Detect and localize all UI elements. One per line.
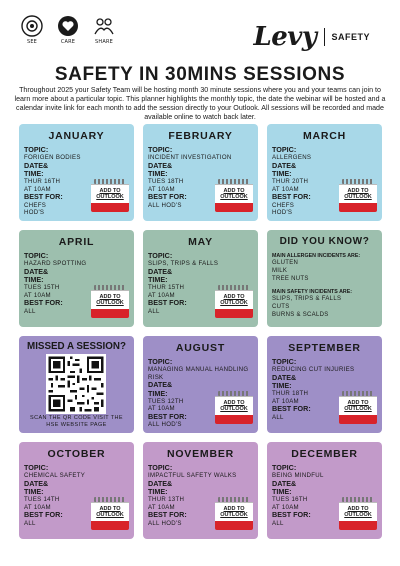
date-label: DATE&	[148, 266, 173, 276]
topic-label: TOPIC:	[272, 357, 297, 366]
date-label: DATE&	[24, 160, 49, 170]
safety-title: MAIN SAFETY INCIDENTS ARE:	[272, 289, 353, 295]
best-for-value: ALL	[272, 519, 284, 527]
best-for-label: BEST FOR:	[148, 298, 187, 308]
time-value: AT 10AM	[272, 185, 299, 193]
best-for-label: BEST FOR:	[24, 192, 63, 202]
month-card-december	[267, 442, 382, 539]
care-item	[54, 14, 82, 45]
time-label: TIME:	[148, 487, 168, 496]
calendar-base	[215, 309, 253, 318]
time-value: AT 10AM	[148, 405, 175, 413]
date-value: TUES 16TH	[272, 496, 308, 504]
time-label: TIME:	[148, 275, 168, 284]
month-card-january	[19, 124, 134, 221]
calendar-icon	[91, 502, 129, 521]
calendar-base	[91, 521, 129, 530]
date-value: THUR 15TH	[148, 284, 185, 292]
calendar-base	[215, 203, 253, 212]
time-value: AT 10AM	[148, 503, 175, 511]
department-name: SAFETY	[331, 32, 370, 42]
month-name: FEBRUARY	[168, 130, 233, 142]
safety-item: CUTS	[272, 304, 290, 310]
eye-icon	[20, 14, 44, 38]
month-name: DECEMBER	[291, 448, 358, 460]
best-for-label: BEST FOR:	[148, 192, 187, 202]
time-value: AT 10AM	[148, 291, 175, 299]
values-icons	[18, 14, 118, 45]
add-to-outlook-button[interactable]	[91, 285, 129, 319]
topic-label: TOPIC:	[24, 463, 49, 472]
add-to-outlook-button[interactable]	[215, 497, 253, 531]
date-value: TUES 12TH	[148, 397, 184, 405]
calendar-base	[339, 521, 377, 530]
best-for-label: BEST FOR:	[272, 510, 311, 520]
best-for-label: BEST FOR:	[24, 510, 63, 520]
time-label: TIME:	[24, 169, 44, 178]
qr-caption: SCAN THE QR CODE VISIT THE HSE WEBSITE PAGE	[30, 415, 123, 428]
add-to-outlook-label: ADD TO OUTLOOK	[96, 505, 124, 518]
heart-icon	[56, 14, 80, 38]
time-value: AT 10AM	[24, 185, 51, 193]
date-label: DATE&	[272, 372, 297, 382]
topic-value: CHEMICAL SAFETY	[24, 472, 86, 480]
add-to-outlook-label: ADD TO OUTLOOK	[220, 293, 248, 306]
date-label: DATE&	[272, 160, 297, 170]
add-to-outlook-label: ADD TO OUTLOOK	[96, 187, 124, 200]
best-for-value: ALL	[24, 307, 36, 315]
add-to-outlook-button[interactable]	[91, 497, 129, 531]
time-label: TIME:	[148, 169, 168, 178]
time-label: TIME:	[24, 275, 44, 284]
topic-value: INCIDENT INVESTIGATION	[148, 154, 232, 162]
topic-label: TOPIC:	[24, 145, 49, 154]
topic-value: ALLERGENS	[272, 154, 312, 162]
topic-label: TOPIC:	[148, 463, 173, 472]
did-you-know-heading: DID YOU KNOW?	[279, 236, 370, 247]
best-for-value: ALL	[24, 519, 36, 527]
people-icon	[92, 14, 116, 38]
time-label: TIME:	[272, 169, 292, 178]
add-to-outlook-button[interactable]	[339, 391, 377, 425]
safety-item: BURNS & SCALDS	[272, 312, 329, 318]
month-name: MAY	[188, 236, 213, 248]
topic-value: IMPACTFUL SAFETY WALKS	[148, 472, 237, 480]
allergen-item: GLUTEN	[272, 260, 299, 266]
allergen-item: MILK	[272, 268, 288, 274]
calendar-base	[339, 415, 377, 424]
month-name: OCTOBER	[47, 448, 106, 460]
best-for-value: ALL HOD'S	[148, 201, 182, 209]
time-label: TIME:	[272, 487, 292, 496]
calendar-base	[91, 203, 129, 212]
month-name: NOVEMBER	[166, 448, 235, 460]
add-to-outlook-label: ADD TO OUTLOOK	[220, 187, 248, 200]
topic-value: HAZARD SPOTTING	[24, 260, 87, 268]
session-details	[24, 252, 88, 315]
topic-value: REDUCING CUT INJURIES	[272, 366, 355, 374]
date-label: DATE&	[24, 266, 49, 276]
calendar-icon	[91, 290, 129, 309]
add-to-outlook-label: ADD TO OUTLOOK	[344, 187, 372, 200]
add-to-outlook-button[interactable]	[339, 179, 377, 213]
missed-session-card	[19, 336, 134, 433]
month-name: MARCH	[302, 130, 347, 142]
best-for-value: ALL	[148, 307, 160, 315]
date-label: DATE&	[24, 478, 49, 488]
month-card-april	[19, 230, 134, 327]
header	[0, 0, 400, 64]
best-for-value: ALL HOD'S	[148, 519, 182, 527]
best-for-label: BEST FOR:	[272, 192, 311, 202]
topic-value: SLIPS, TRIPS & FALLS	[148, 260, 219, 268]
date-label: DATE&	[272, 478, 297, 488]
time-label: TIME:	[24, 487, 44, 496]
best-for-value: CHEFS HOD'S	[272, 201, 295, 217]
time-value: AT 10AM	[24, 291, 51, 299]
add-to-outlook-label: ADD TO OUTLOOK	[220, 399, 248, 412]
topic-label: TOPIC:	[272, 463, 297, 472]
company-logo: Levy	[253, 22, 317, 52]
date-value: TUES 15TH	[24, 284, 60, 292]
topic-label: TOPIC:	[24, 251, 49, 260]
topic-label: TOPIC:	[148, 357, 173, 366]
topic-label: TOPIC:	[272, 145, 297, 154]
best-for-label: BEST FOR:	[148, 411, 187, 421]
add-to-outlook-button[interactable]	[215, 391, 253, 425]
time-label: TIME:	[272, 381, 292, 390]
calendar-base	[339, 203, 377, 212]
month-name: JANUARY	[48, 130, 105, 142]
calendar-icon	[339, 502, 377, 521]
date-label: DATE&	[148, 380, 173, 390]
planner-grid	[19, 124, 382, 554]
calendar-icon	[215, 502, 253, 521]
topic-value: MANAGING MANUAL HANDLING RISK	[148, 366, 249, 381]
date-value: THUR 16TH	[24, 178, 61, 186]
add-to-outlook-button[interactable]	[91, 179, 129, 213]
add-to-outlook-label: ADD TO OUTLOOK	[344, 399, 372, 412]
month-card-september	[267, 336, 382, 433]
date-label: DATE&	[148, 160, 173, 170]
topic-label: TOPIC:	[148, 145, 173, 154]
calendar-base	[215, 521, 253, 530]
best-for-label: BEST FOR:	[24, 298, 63, 308]
month-card-august	[143, 336, 258, 433]
time-value: AT 10AM	[272, 397, 299, 405]
care-label: CARE	[60, 39, 76, 45]
topic-label: TOPIC:	[148, 251, 173, 260]
add-to-outlook-button[interactable]	[215, 285, 253, 319]
best-for-label: BEST FOR:	[148, 510, 187, 520]
share-item	[90, 14, 118, 45]
time-value: AT 10AM	[24, 503, 51, 511]
missed-session-heading: MISSED A SESSION?	[27, 341, 126, 352]
add-to-outlook-label: ADD TO OUTLOOK	[344, 505, 372, 518]
allergen-item: TREE NUTS	[272, 276, 309, 282]
time-value: AT 10AM	[148, 185, 175, 193]
month-card-february	[143, 124, 258, 221]
best-for-value: ALL HOD'S	[148, 421, 182, 429]
qr-code[interactable]	[46, 354, 106, 414]
month-name: APRIL	[58, 236, 95, 248]
date-value: THUR 13TH	[148, 496, 185, 504]
calendar-icon	[91, 184, 129, 203]
month-name: AUGUST	[175, 342, 226, 354]
calendar-icon	[339, 396, 377, 415]
did-you-know-card	[267, 230, 382, 327]
calendar-icon	[215, 184, 253, 203]
best-for-value: CHEFS HOD'S	[24, 201, 47, 217]
calendar-icon	[215, 290, 253, 309]
calendar-icon	[215, 396, 253, 415]
calendar-base	[215, 415, 253, 424]
session-details	[272, 146, 336, 217]
time-value: AT 10AM	[272, 503, 299, 511]
add-to-outlook-label: ADD TO OUTLOOK	[220, 505, 248, 518]
month-card-march	[267, 124, 382, 221]
session-details	[272, 464, 336, 527]
date-value: TUES 14TH	[24, 496, 60, 504]
qr-code-icon	[46, 354, 106, 414]
month-card-november	[143, 442, 258, 539]
calendar-icon	[339, 184, 377, 203]
allergen-title: MAIN ALLERGEN INCIDENTS ARE:	[272, 253, 361, 259]
month-card-may	[143, 230, 258, 327]
brand	[253, 22, 370, 52]
add-to-outlook-label: ADD TO OUTLOOK	[96, 293, 124, 306]
add-to-outlook-button[interactable]	[215, 179, 253, 213]
best-for-value: ALL	[272, 413, 284, 421]
page-title: SAFETY IN 30MINS SESSIONS	[54, 64, 346, 85]
month-name: SEPTEMBER	[288, 342, 361, 354]
month-card-october	[19, 442, 134, 539]
time-label: TIME:	[148, 388, 168, 398]
share-label: SHARE	[95, 39, 113, 45]
add-to-outlook-button[interactable]	[339, 497, 377, 531]
date-value: THUR 20TH	[272, 178, 309, 186]
see-label: SEE	[26, 39, 38, 45]
session-details	[24, 146, 88, 217]
best-for-label: BEST FOR:	[272, 404, 311, 414]
safety-item: SLIPS, TRIPS & FALLS	[272, 296, 342, 302]
see-item	[18, 14, 46, 45]
date-label: DATE&	[148, 478, 173, 488]
brand-divider	[324, 28, 325, 46]
topic-value: BEING MINDFUL	[272, 472, 324, 480]
intro-paragraph: Throughout 2025 your Safety Team will be hosting month 30 minute sessions where you and your teams can join to learn more about a particular topic. This planner highlights the monthly topic, the date the webinar will be hosted and a calendar invite link for each month to add the session directly to your Outlook. All sessions will be recorded and made available online to watch back later.	[14, 86, 386, 121]
topic-value: FORIGEN BODIES	[24, 154, 81, 162]
date-value: TUES 18TH	[148, 178, 184, 186]
date-value: THUR 18TH	[272, 390, 309, 398]
calendar-base	[91, 309, 129, 318]
